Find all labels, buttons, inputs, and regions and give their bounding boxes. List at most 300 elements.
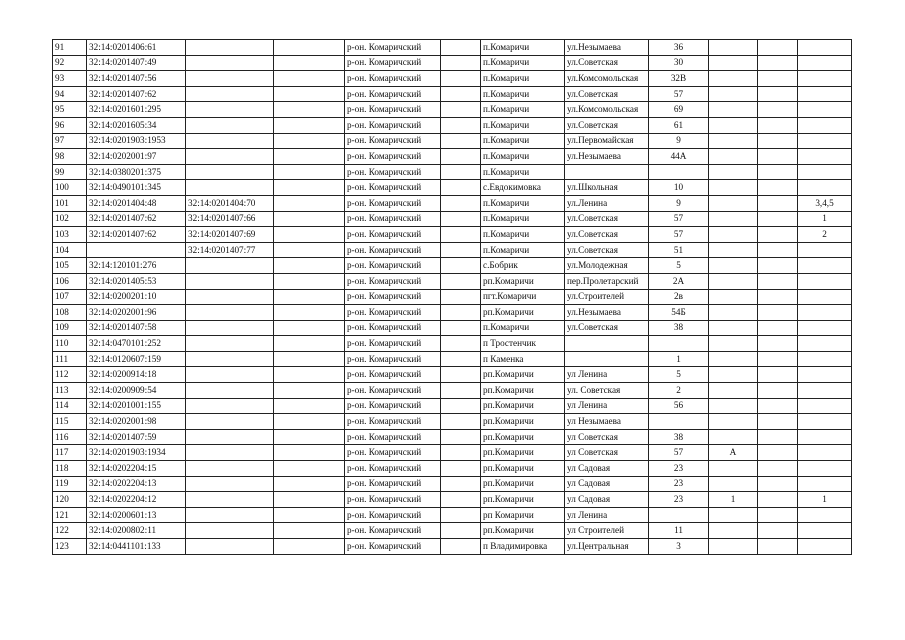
cell-row-number: 104 <box>53 242 87 258</box>
cell-extra-field <box>274 211 345 227</box>
cell-street: ул.Ленина <box>565 195 649 211</box>
cell-extra-field <box>274 180 345 196</box>
cell-building-letter <box>709 211 758 227</box>
cell-locality: п.Комаричи <box>481 55 565 71</box>
cell-row-number: 94 <box>53 86 87 102</box>
cell-linked-cadastral-number <box>186 86 274 102</box>
cell-unit <box>758 414 798 430</box>
cell-linked-cadastral-number <box>186 320 274 336</box>
cell-building-letter <box>709 149 758 165</box>
cell-apartment <box>798 149 852 165</box>
cell-street: ул.Центральная <box>565 539 649 555</box>
cell-locality: п.Комаричи <box>481 164 565 180</box>
cell-locality: п Каменка <box>481 351 565 367</box>
cell-apartment <box>798 476 852 492</box>
cell-district: р-он. Комаричский <box>345 429 441 445</box>
cell-building-letter <box>709 55 758 71</box>
cell-house-number: 51 <box>649 242 709 258</box>
cell-district: р-он. Комаричский <box>345 476 441 492</box>
cell-district: р-он. Комаричский <box>345 71 441 87</box>
table-row <box>53 258 852 274</box>
cell-extra-field <box>274 398 345 414</box>
cell-locality: п Тростенчик <box>481 336 565 352</box>
cell-street: ул.Советская <box>565 86 649 102</box>
table-row <box>53 55 852 71</box>
cell-empty-field <box>441 476 481 492</box>
cell-extra-field <box>274 164 345 180</box>
cell-unit <box>758 305 798 321</box>
table-row <box>53 336 852 352</box>
table-row <box>53 242 852 258</box>
cell-linked-cadastral-number <box>186 258 274 274</box>
cell-street: ул Строителей <box>565 523 649 539</box>
cell-district: р-он. Комаричский <box>345 273 441 289</box>
cell-linked-cadastral-number <box>186 492 274 508</box>
cell-locality: п.Комаричи <box>481 227 565 243</box>
cell-linked-cadastral-number: 32:14:0201404:70 <box>186 195 274 211</box>
cell-extra-field <box>274 242 345 258</box>
cell-extra-field <box>274 476 345 492</box>
cell-row-number: 97 <box>53 133 87 149</box>
cell-apartment <box>798 273 852 289</box>
cell-street: ул.Школьная <box>565 180 649 196</box>
cell-empty-field <box>441 414 481 430</box>
cell-house-number: 1 <box>649 351 709 367</box>
cell-linked-cadastral-number <box>186 398 274 414</box>
cell-district: р-он. Комаричский <box>345 445 441 461</box>
cell-unit <box>758 523 798 539</box>
cell-unit <box>758 367 798 383</box>
cell-empty-field <box>441 367 481 383</box>
cell-locality: п.Комаричи <box>481 117 565 133</box>
cell-apartment: 1 <box>798 492 852 508</box>
cell-extra-field <box>274 71 345 87</box>
cell-linked-cadastral-number <box>186 507 274 523</box>
cell-unit <box>758 258 798 274</box>
cell-linked-cadastral-number <box>186 429 274 445</box>
cell-row-number: 103 <box>53 227 87 243</box>
cell-district: р-он. Комаричский <box>345 227 441 243</box>
cell-extra-field <box>274 367 345 383</box>
cell-house-number: 11 <box>649 523 709 539</box>
cell-row-number: 101 <box>53 195 87 211</box>
cell-cadastral-number: 32:14:0200914:18 <box>87 367 186 383</box>
cell-street: ул.Незымаева <box>565 149 649 165</box>
table-row <box>53 273 852 289</box>
cell-extra-field <box>274 429 345 445</box>
cell-cadastral-number: 32:14:0201407:58 <box>87 320 186 336</box>
cell-row-number: 106 <box>53 273 87 289</box>
cell-unit <box>758 195 798 211</box>
cell-house-number: 9 <box>649 133 709 149</box>
cell-linked-cadastral-number: 32:14:0201407:66 <box>186 211 274 227</box>
cell-empty-field <box>441 305 481 321</box>
cell-cadastral-number: 32:14:0202001:98 <box>87 414 186 430</box>
cell-house-number: 23 <box>649 492 709 508</box>
cell-cadastral-number: 32:14:0202204:15 <box>87 461 186 477</box>
cell-district: р-он. Комаричский <box>345 539 441 555</box>
cell-linked-cadastral-number: 32:14:0201407:77 <box>186 242 274 258</box>
cell-extra-field <box>274 258 345 274</box>
cell-unit <box>758 86 798 102</box>
cell-street: ул.Советская <box>565 55 649 71</box>
cell-row-number: 116 <box>53 429 87 445</box>
cell-extra-field <box>274 507 345 523</box>
cell-street: ул Садовая <box>565 461 649 477</box>
cell-street: ул.Молодежная <box>565 258 649 274</box>
cell-street: ул.Первомайская <box>565 133 649 149</box>
property-register-table <box>52 39 852 555</box>
table-row <box>53 320 852 336</box>
cell-street: ул.Советская <box>565 227 649 243</box>
cell-unit <box>758 71 798 87</box>
cell-empty-field <box>441 211 481 227</box>
table-row <box>53 227 852 243</box>
cell-house-number: 30 <box>649 55 709 71</box>
cell-row-number: 105 <box>53 258 87 274</box>
cell-empty-field <box>441 492 481 508</box>
cell-apartment <box>798 86 852 102</box>
cell-building-letter: 1 <box>709 492 758 508</box>
cell-district: р-он. Комаричский <box>345 55 441 71</box>
cell-house-number: 57 <box>649 445 709 461</box>
cell-street: ул. Советская <box>565 383 649 399</box>
cell-cadastral-number: 32:14:0201407:49 <box>87 55 186 71</box>
cell-row-number: 123 <box>53 539 87 555</box>
cell-house-number: 57 <box>649 86 709 102</box>
cell-apartment <box>798 133 852 149</box>
cell-locality: рп.Комаричи <box>481 398 565 414</box>
table-row <box>53 492 852 508</box>
cell-unit <box>758 320 798 336</box>
cell-locality: пгт.Комаричи <box>481 289 565 305</box>
cell-building-letter: А <box>709 445 758 461</box>
cell-house-number: 9 <box>649 195 709 211</box>
cell-row-number: 98 <box>53 149 87 165</box>
cell-building-letter <box>709 258 758 274</box>
cell-extra-field <box>274 40 345 56</box>
cell-locality: рп.Комаричи <box>481 414 565 430</box>
cell-cadastral-number: 32:14:0200802:11 <box>87 523 186 539</box>
cell-extra-field <box>274 336 345 352</box>
cell-linked-cadastral-number <box>186 461 274 477</box>
cell-linked-cadastral-number <box>186 117 274 133</box>
cell-district: р-он. Комаричский <box>345 523 441 539</box>
cell-district: р-он. Комаричский <box>345 289 441 305</box>
cell-street: ул Садовая <box>565 476 649 492</box>
cell-house-number: 61 <box>649 117 709 133</box>
cell-extra-field <box>274 289 345 305</box>
cell-district: р-он. Комаричский <box>345 40 441 56</box>
cell-row-number: 96 <box>53 117 87 133</box>
cell-linked-cadastral-number <box>186 149 274 165</box>
cell-empty-field <box>441 71 481 87</box>
cell-cadastral-number: 32:14:0120607:159 <box>87 351 186 367</box>
cell-linked-cadastral-number <box>186 414 274 430</box>
table-row <box>53 507 852 523</box>
cell-locality: п.Комаричи <box>481 149 565 165</box>
table-row <box>53 539 852 555</box>
cell-row-number: 117 <box>53 445 87 461</box>
cell-house-number: 57 <box>649 227 709 243</box>
cell-cadastral-number: 32:14:0201601:295 <box>87 102 186 118</box>
cell-building-letter <box>709 461 758 477</box>
cell-district: р-он. Комаричский <box>345 507 441 523</box>
table-row <box>53 429 852 445</box>
cell-extra-field <box>274 305 345 321</box>
cell-locality: п Владимировка <box>481 539 565 555</box>
cell-district: р-он. Комаричский <box>345 383 441 399</box>
cell-unit <box>758 180 798 196</box>
cell-linked-cadastral-number <box>186 445 274 461</box>
cell-locality: рп.Комаричи <box>481 492 565 508</box>
cell-building-letter <box>709 133 758 149</box>
cell-extra-field <box>274 195 345 211</box>
cell-extra-field <box>274 133 345 149</box>
cell-district: р-он. Комаричский <box>345 336 441 352</box>
cell-unit <box>758 149 798 165</box>
cell-street: ул Незымаева <box>565 414 649 430</box>
cell-cadastral-number: 32:14:0202001:97 <box>87 149 186 165</box>
cell-district: р-он. Комаричский <box>345 461 441 477</box>
cell-extra-field <box>274 539 345 555</box>
cell-house-number: 2А <box>649 273 709 289</box>
cell-apartment <box>798 429 852 445</box>
cell-cadastral-number: 32:14:0201903:1934 <box>87 445 186 461</box>
cell-unit <box>758 492 798 508</box>
cell-row-number: 99 <box>53 164 87 180</box>
cell-cadastral-number: 32:14:0201405:53 <box>87 273 186 289</box>
cell-locality: рп.Комаричи <box>481 383 565 399</box>
cell-building-letter <box>709 507 758 523</box>
cell-building-letter <box>709 40 758 56</box>
cell-linked-cadastral-number <box>186 367 274 383</box>
cell-linked-cadastral-number <box>186 305 274 321</box>
cell-locality: п.Комаричи <box>481 86 565 102</box>
cell-apartment <box>798 398 852 414</box>
table-row <box>53 211 852 227</box>
table-row <box>53 40 852 56</box>
cell-house-number: 57 <box>649 211 709 227</box>
cell-apartment: 1 <box>798 211 852 227</box>
cell-locality: рп.Комаричи <box>481 429 565 445</box>
cell-extra-field <box>274 414 345 430</box>
cell-house-number: 69 <box>649 102 709 118</box>
cell-linked-cadastral-number <box>186 102 274 118</box>
cell-empty-field <box>441 320 481 336</box>
cell-unit <box>758 133 798 149</box>
cell-building-letter <box>709 523 758 539</box>
cell-unit <box>758 461 798 477</box>
cell-apartment: 2 <box>798 227 852 243</box>
cell-unit <box>758 117 798 133</box>
cell-row-number: 110 <box>53 336 87 352</box>
cell-building-letter <box>709 102 758 118</box>
cell-row-number: 118 <box>53 461 87 477</box>
cell-street: ул Ленина <box>565 367 649 383</box>
cell-building-letter <box>709 351 758 367</box>
cell-building-letter <box>709 117 758 133</box>
cell-empty-field <box>441 445 481 461</box>
cell-district: р-он. Комаричский <box>345 414 441 430</box>
cell-district: р-он. Комаричский <box>345 351 441 367</box>
table-row <box>53 461 852 477</box>
cell-row-number: 102 <box>53 211 87 227</box>
cell-cadastral-number: 32:14:0201406:61 <box>87 40 186 56</box>
cell-cadastral-number: 32:14:0201407:62 <box>87 86 186 102</box>
cell-extra-field <box>274 227 345 243</box>
cell-extra-field <box>274 55 345 71</box>
cell-locality: рп.Комаричи <box>481 476 565 492</box>
cell-empty-field <box>441 398 481 414</box>
cell-unit <box>758 227 798 243</box>
cell-linked-cadastral-number <box>186 539 274 555</box>
cell-unit <box>758 55 798 71</box>
cell-house-number: 36 <box>649 40 709 56</box>
cell-row-number: 108 <box>53 305 87 321</box>
table-row <box>53 523 852 539</box>
cell-locality: п.Комаричи <box>481 102 565 118</box>
cell-apartment <box>798 367 852 383</box>
cell-empty-field <box>441 117 481 133</box>
cell-district: р-он. Комаричский <box>345 180 441 196</box>
cell-empty-field <box>441 351 481 367</box>
cell-locality: п.Комаричи <box>481 242 565 258</box>
cell-extra-field <box>274 117 345 133</box>
cell-street: ул Советская <box>565 445 649 461</box>
cell-unit <box>758 336 798 352</box>
cell-locality: п.Комаричи <box>481 195 565 211</box>
cell-street: ул.Советская <box>565 211 649 227</box>
cell-building-letter <box>709 320 758 336</box>
cell-apartment <box>798 40 852 56</box>
cell-extra-field <box>274 320 345 336</box>
cell-street: ул.Советская <box>565 117 649 133</box>
cell-district: р-он. Комаричский <box>345 242 441 258</box>
cell-cadastral-number: 32:14:0200601:13 <box>87 507 186 523</box>
cell-building-letter <box>709 429 758 445</box>
cell-street: ул.Комсомольская <box>565 102 649 118</box>
table-row <box>53 133 852 149</box>
cell-apartment <box>798 258 852 274</box>
table-row <box>53 164 852 180</box>
cell-empty-field <box>441 523 481 539</box>
cell-district: р-он. Комаричский <box>345 86 441 102</box>
cell-cadastral-number: 32:14:0201605:34 <box>87 117 186 133</box>
cell-apartment <box>798 305 852 321</box>
cell-unit <box>758 539 798 555</box>
cell-linked-cadastral-number <box>186 133 274 149</box>
cell-apartment <box>798 461 852 477</box>
cell-house-number: 38 <box>649 429 709 445</box>
cell-empty-field <box>441 55 481 71</box>
cell-empty-field <box>441 383 481 399</box>
cell-empty-field <box>441 273 481 289</box>
cell-unit <box>758 211 798 227</box>
table-row <box>53 367 852 383</box>
cell-apartment <box>798 242 852 258</box>
cell-row-number: 119 <box>53 476 87 492</box>
cell-district: р-он. Комаричский <box>345 211 441 227</box>
cell-linked-cadastral-number <box>186 71 274 87</box>
cell-empty-field <box>441 180 481 196</box>
cell-cadastral-number: 32:14:0202204:12 <box>87 492 186 508</box>
cell-house-number: 2в <box>649 289 709 305</box>
cell-cadastral-number: 32:14:0201407:56 <box>87 71 186 87</box>
cell-empty-field <box>441 539 481 555</box>
cell-empty-field <box>441 258 481 274</box>
cell-apartment <box>798 507 852 523</box>
cell-cadastral-number: 32:14:0201404:48 <box>87 195 186 211</box>
cell-cadastral-number: 32:14:0490101:345 <box>87 180 186 196</box>
cell-locality: рп.Комаричи <box>481 367 565 383</box>
cell-row-number: 113 <box>53 383 87 399</box>
cell-district: р-он. Комаричский <box>345 164 441 180</box>
cell-building-letter <box>709 476 758 492</box>
cell-building-letter <box>709 539 758 555</box>
cell-row-number: 95 <box>53 102 87 118</box>
cell-extra-field <box>274 351 345 367</box>
cell-apartment <box>798 180 852 196</box>
cell-unit <box>758 476 798 492</box>
cell-cadastral-number: 32:14:0470101:252 <box>87 336 186 352</box>
cell-extra-field <box>274 523 345 539</box>
cell-locality: рп Комаричи <box>481 507 565 523</box>
cell-building-letter <box>709 227 758 243</box>
cell-house-number: 10 <box>649 180 709 196</box>
cell-locality: рп.Комаричи <box>481 305 565 321</box>
table-row <box>53 383 852 399</box>
cell-district: р-он. Комаричский <box>345 195 441 211</box>
table-row <box>53 398 852 414</box>
cell-unit <box>758 164 798 180</box>
cell-unit <box>758 242 798 258</box>
cell-linked-cadastral-number <box>186 523 274 539</box>
cell-district: р-он. Комаричский <box>345 149 441 165</box>
cell-building-letter <box>709 195 758 211</box>
table-row <box>53 71 852 87</box>
cell-street: ул.Незымаева <box>565 305 649 321</box>
cell-empty-field <box>441 242 481 258</box>
cell-extra-field <box>274 149 345 165</box>
cell-cadastral-number: 32:14:0380201:375 <box>87 164 186 180</box>
table-row <box>53 102 852 118</box>
cell-row-number: 92 <box>53 55 87 71</box>
cell-cadastral-number <box>87 242 186 258</box>
table-row <box>53 195 852 211</box>
cell-empty-field <box>441 429 481 445</box>
cell-house-number: 54Б <box>649 305 709 321</box>
cell-apartment <box>798 383 852 399</box>
cell-street: ул.Советская <box>565 242 649 258</box>
cell-linked-cadastral-number <box>186 351 274 367</box>
cell-apartment <box>798 71 852 87</box>
cell-extra-field <box>274 383 345 399</box>
cell-district: р-он. Комаричский <box>345 320 441 336</box>
cell-house-number: 38 <box>649 320 709 336</box>
cell-unit <box>758 507 798 523</box>
cell-empty-field <box>441 227 481 243</box>
cell-extra-field <box>274 102 345 118</box>
cell-linked-cadastral-number <box>186 180 274 196</box>
cell-locality: п.Комаричи <box>481 71 565 87</box>
cell-building-letter <box>709 242 758 258</box>
cell-row-number: 112 <box>53 367 87 383</box>
cell-cadastral-number: 32:14:0201407:62 <box>87 227 186 243</box>
table-row <box>53 289 852 305</box>
cell-unit <box>758 429 798 445</box>
table-row <box>53 86 852 102</box>
